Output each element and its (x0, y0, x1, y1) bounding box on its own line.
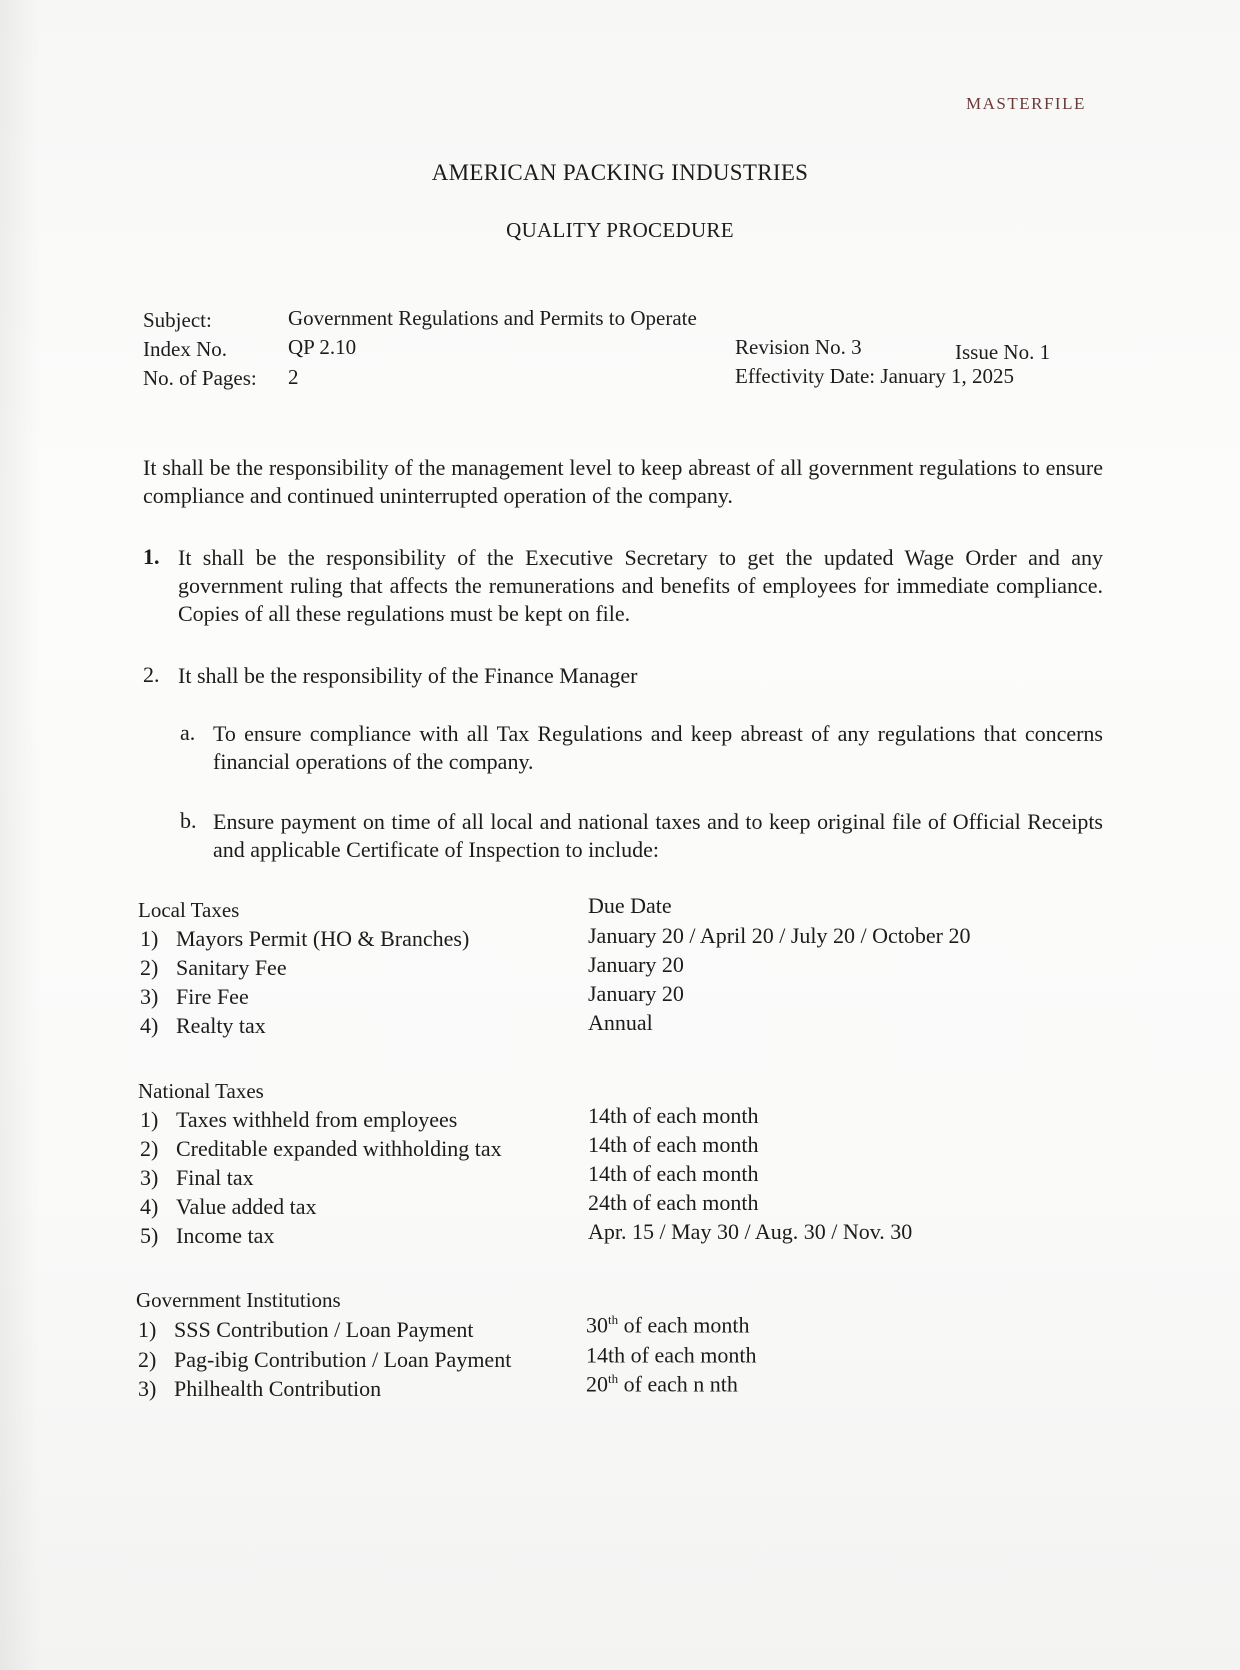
tax-name: Realty tax (176, 1013, 266, 1038)
due-ordinal: th (608, 1371, 619, 1386)
national-tax-row (140, 1165, 254, 1193)
tax-name: Sanitary Fee (176, 955, 287, 980)
item-2b-letter: b. (180, 808, 197, 833)
gov-institutions-title: Government Institutions (136, 1288, 341, 1312)
institution-name: SSS Contribution / Loan Payment (174, 1317, 474, 1342)
row-index: 2) (140, 955, 159, 980)
gov-institution-row (138, 1376, 381, 1404)
national-taxes-title: National Taxes (138, 1079, 264, 1103)
gov-institution-due (586, 1342, 756, 1368)
tax-name: Final tax (176, 1165, 254, 1190)
local-taxes-title: Local Taxes (138, 898, 240, 922)
item-2b-text: Ensure payment on time of all local and national taxes and to keep original file of Official Receipts and applicable Certificate of Inspection to include: (213, 809, 1103, 862)
item-1-text: It shall be the responsibility of the Executive Secretary to get the updated Wage Order and any government ruling that affects the remunerations and benefits of employees for immediate compliance. Copies of all these regulations must be kept on file. (178, 545, 1103, 626)
tax-name: Value added tax (176, 1194, 317, 1219)
intro-paragraph: It shall be the responsibility of the management level to keep abreast of all government regulations to ensure compliance and continued uninterrupted operation of the company. (143, 455, 1103, 508)
row-index: 4) (140, 1013, 159, 1038)
local-tax-row (140, 955, 287, 983)
national-tax-row (140, 1223, 274, 1251)
national-tax-due: Apr. 15 / May 30 / Aug. 30 / Nov. 30 (588, 1219, 913, 1244)
local-tax-row (140, 984, 249, 1012)
due-rest: of each n nth (618, 1371, 738, 1397)
row-index: 1) (138, 1317, 157, 1342)
gov-institution-row (138, 1317, 473, 1345)
row-index: 3) (140, 1165, 159, 1190)
national-tax-row (140, 1136, 502, 1164)
row-index: 1) (140, 926, 159, 951)
gov-institution-due (586, 1371, 738, 1397)
item-1-number: 1. (143, 544, 160, 569)
national-tax-due: 14th of each month (588, 1132, 759, 1157)
local-tax-row (140, 926, 469, 954)
organization-title: AMERICAN PACKING INDUSTRIES (431, 160, 809, 185)
tax-name: Taxes withheld from employees (176, 1107, 458, 1132)
scan-shadow (0, 0, 40, 1670)
row-index: 5) (140, 1223, 159, 1248)
revision-number: Revision No. 3 (735, 335, 862, 359)
document-title: QUALITY PROCEDURE (506, 218, 734, 242)
institution-name: Pag-ibig Contribution / Loan Payment (174, 1347, 512, 1372)
due-number: 20 (586, 1371, 608, 1397)
institution-name: Philhealth Contribution (174, 1376, 382, 1401)
national-tax-due: 14th of each month (588, 1161, 759, 1186)
row-index: 2) (140, 1136, 159, 1161)
due-ordinal: th (608, 1312, 619, 1327)
local-tax-row (140, 1013, 266, 1041)
index-label: Index No. (143, 337, 227, 361)
due-date-header: Due Date (588, 893, 672, 918)
local-tax-due: Annual (588, 1010, 653, 1035)
due-number: 30 (586, 1312, 608, 1338)
item-2a-text: To ensure compliance with all Tax Regulations and keep abreast of any regulations that concerns financial operations of the company. (213, 721, 1103, 774)
effectivity-date: Effectivity Date: January 1, 2025 (735, 364, 1014, 388)
local-tax-due: January 20 (588, 981, 684, 1006)
row-index: 3) (138, 1376, 157, 1401)
national-tax-due: 14th of each month (588, 1103, 759, 1128)
gov-institution-due (586, 1312, 749, 1338)
row-index: 2) (138, 1347, 157, 1372)
national-tax-row (140, 1107, 457, 1135)
masterfile-stamp: MASTERFILE (966, 94, 1086, 113)
due-number: 14th of each month (586, 1342, 757, 1368)
item-2a-letter: a. (180, 720, 196, 745)
pages-value: 2 (288, 365, 299, 389)
national-tax-due: 24th of each month (588, 1190, 759, 1215)
gov-institution-row (138, 1347, 511, 1375)
subject-value: Government Regulations and Permits to Operate (288, 306, 697, 330)
item-2-number: 2. (143, 662, 160, 687)
index-value: QP 2.10 (288, 335, 357, 359)
subject-label: Subject: (143, 308, 212, 332)
row-index: 4) (140, 1194, 159, 1219)
pages-label: No. of Pages: (143, 366, 257, 390)
tax-name: Mayors Permit (HO & Branches) (176, 926, 470, 951)
tax-name: Income tax (176, 1223, 275, 1248)
tax-name: Creditable expanded withholding tax (176, 1136, 502, 1161)
local-tax-due: January 20 / April 20 / July 20 / October 20 (588, 923, 971, 948)
local-tax-due: January 20 (588, 952, 684, 977)
due-rest: of each month (618, 1312, 750, 1338)
row-index: 1) (140, 1107, 159, 1132)
tax-name: Fire Fee (176, 984, 249, 1009)
national-tax-row (140, 1194, 317, 1222)
item-2-text: It shall be the responsibility of the Finance Manager (178, 663, 638, 688)
issue-number: Issue No. 1 (955, 340, 1051, 364)
row-index: 3) (140, 984, 159, 1009)
